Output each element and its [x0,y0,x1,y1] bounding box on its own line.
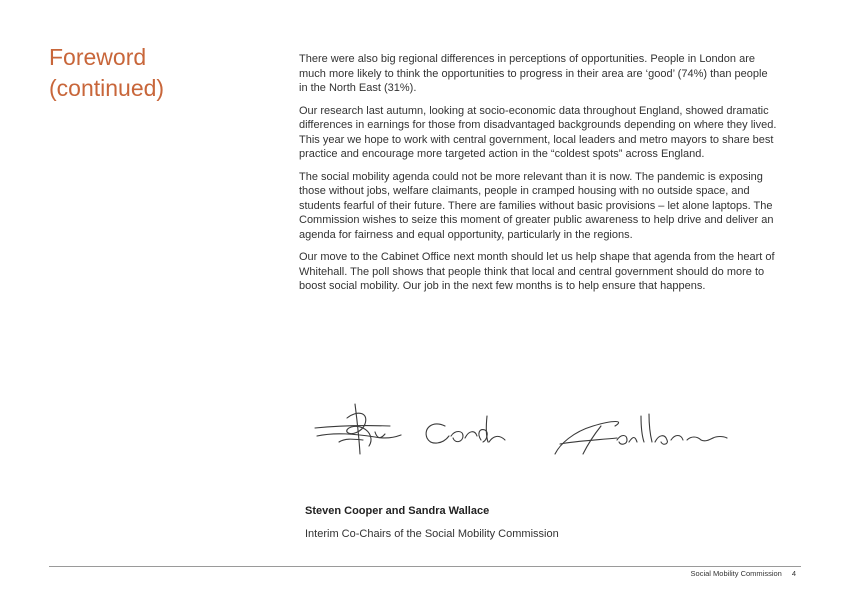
section-title-line-2: (continued) [49,75,165,101]
footer-divider [49,566,801,567]
section-title-line-1: Foreword [49,44,147,70]
paragraph-cabinet-office: Our move to the Cabinet Office next month should let us help shape that agenda from the heart of Whitehall. The poll shows that people think that local and central government should do more to boost social mobility. Our job in the next few months is to help ensure that happens. [299,251,775,292]
paragraph-regional-differences: There were also big regional differences in perceptions of opportunities. People in London are much more likely to think the opportunities to progress in their area are ‘good’ (74%) than people in the North East (31%). [299,53,768,94]
foreword-body [299,52,779,302]
section-title [49,42,249,104]
signatures [305,396,735,468]
signatory-names: Steven Cooper and Sandra Wallace [305,505,490,517]
signatory-role: Interim Co-Chairs of the Social Mobility Commission [305,528,559,540]
page-footer [691,569,796,578]
signature-cooper-icon [315,404,505,454]
signatures-graphic [305,396,735,468]
footer-organisation: Social Mobility Commission [690,569,782,578]
signature-wallace-icon [555,414,727,454]
paragraph-research: Our research last autumn, looking at socio-economic data throughout England, showed dramatic differences in earnings for those from disadvantaged backgrounds depending on where they lived. This year we hope to work with central government, local leaders and metro mayors to share best practice and encourage more targeted action in the “coldest spots” across England. [299,104,777,160]
page-number: 4 [791,569,796,578]
paragraph-agenda: The social mobility agenda could not be more relevant than it is now. The pandemic is exposing those without jobs, welfare claimants, people in cramped housing with no outside space, and students fearful of their future. There are families without basic provisions – let alone laptops. The Commission wishes to seize this moment of greater public awareness to help drive and deliver an agenda for fairness and equal opportunity, particularly in the regions. [299,170,774,241]
